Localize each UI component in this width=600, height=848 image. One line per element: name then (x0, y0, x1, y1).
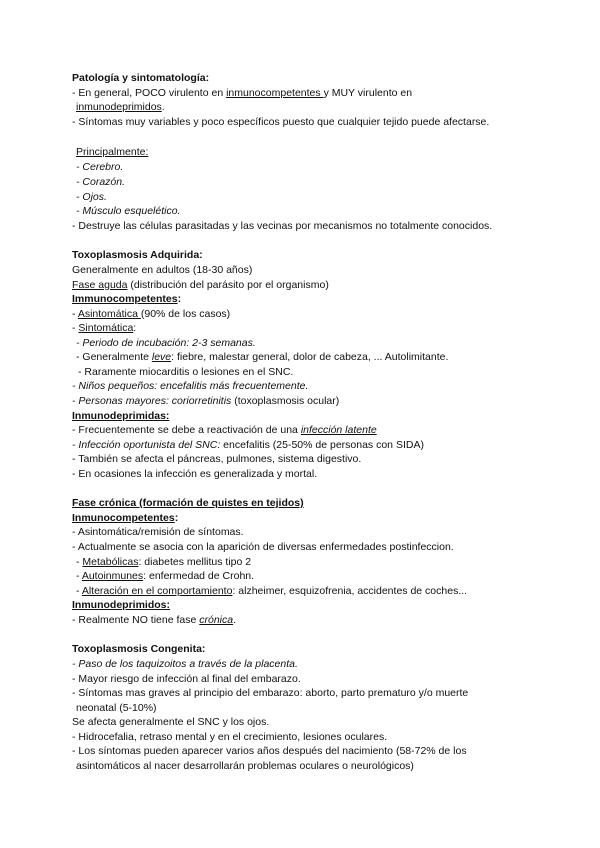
section-title-patologia: Patología y sintomatología: (72, 72, 210, 84)
text-line: - Personas mayores: coriorretinitis (toxoplasmosis ocular) (72, 395, 340, 407)
section-title-congenita: Toxoplasmosis Congenita: (72, 643, 206, 655)
text-line: - Periodo de incubación: 2-3 semanas. (76, 337, 256, 349)
text-line: - Asintomática (90% de los casos) (72, 308, 231, 320)
text-line: inmunodeprimidos. (76, 101, 165, 113)
text-line: - Hidrocefalia, retraso mental y en el crecimiento, lesiones oculares. (72, 731, 388, 743)
text-line: - Raramente miocarditis o lesiones en el SNC. (78, 366, 294, 378)
text-line: - Realmente NO tiene fase crónica. (72, 614, 237, 626)
text-line: - Metabólicas: diabetes mellitus tipo 2 (76, 556, 252, 568)
text-line: asintomáticos al nacer desarrollarán problemas oculares o neurológicos) (76, 760, 414, 772)
text-line: - Los síntomas pueden aparecer varios años después del nacimiento (58-72% de los (72, 745, 467, 757)
text-line: - Mayor riesgo de infección al final del embarazo. (72, 673, 301, 685)
text-line: - Síntomas muy variables y poco específicos puesto que cualquier tejido puede afectarse. (72, 116, 490, 128)
text-line: - Síntomas mas graves al principio del embarazo: aborto, parto prematuro y/o muerte (72, 687, 469, 699)
text-line: - Destruye las células parasitadas y las vecinas por mecanismos no totalmente conocidos. (72, 220, 493, 232)
text-line: neonatal (5-10%) (76, 702, 157, 714)
text-line: - Actualmente se asocia con la aparición de diversas enfermedades postinfeccion. (72, 541, 454, 553)
list-item: - Ojos. (76, 191, 107, 203)
subheading-inmunocompetentes: Inmunocompetentes: (72, 512, 179, 524)
text-line: - Generalmente leve: fiebre, malestar general, dolor de cabeza, ... Autolimitante. (76, 351, 449, 363)
text-line: - En ocasiones la infección es generalizada y mortal. (72, 468, 318, 480)
text-line: - En general, POCO virulento en inmunocompetentes y MUY virulento en (72, 87, 413, 99)
subheading-inmunodeprimidas: Inmunodeprimidas: (72, 410, 170, 422)
text-line: - Alteración en el comportamiento: alzheimer, esquizofrenia, accidentes de coches... (76, 585, 468, 597)
text-line: - Autoinmunes: enfermedad de Crohn. (76, 570, 255, 582)
list-item: - Corazón. (76, 176, 126, 188)
text-line: - Paso de los taquizoitos a través de la placenta. (72, 658, 298, 670)
subheading-immunocompetentes: Immunocompetentes: (72, 293, 182, 305)
text-line: - Niños pequeños: encefalitis más frecuentemente. (72, 380, 309, 392)
text-line: - Frecuentemente se debe a reactivación de una infección latente (72, 424, 377, 436)
subheading-principalmente: Principalmente: (76, 146, 149, 158)
section-title-fase-cronica: Fase crónica (formación de quistes en tejidos) (72, 497, 304, 509)
text-line: Se afecta generalmente el SNC y los ojos. (72, 716, 270, 728)
text-line: Generalmente en adultos (18-30 años) (72, 264, 253, 276)
list-item: - Músculo esquelético. (76, 205, 181, 217)
section-title-adquirida: Toxoplasmosis Adquirida: (72, 249, 203, 261)
subheading-inmunodeprimidos: Inmunodeprimidos: (72, 599, 170, 611)
text-line: - Asintomática/remisión de síntomas. (72, 526, 244, 538)
list-item: - Cerebro. (76, 161, 124, 173)
text-line: - También se afecta el páncreas, pulmones, sistema digestivo. (72, 453, 362, 465)
text-line: - Infección oportunista del SNC: encefalitis (25-50% de personas con SIDA) (72, 439, 424, 451)
text-line: Fase aguda (distribución del parásito por el organismo) (72, 279, 329, 291)
text-line: - Sintomática: (72, 322, 137, 334)
